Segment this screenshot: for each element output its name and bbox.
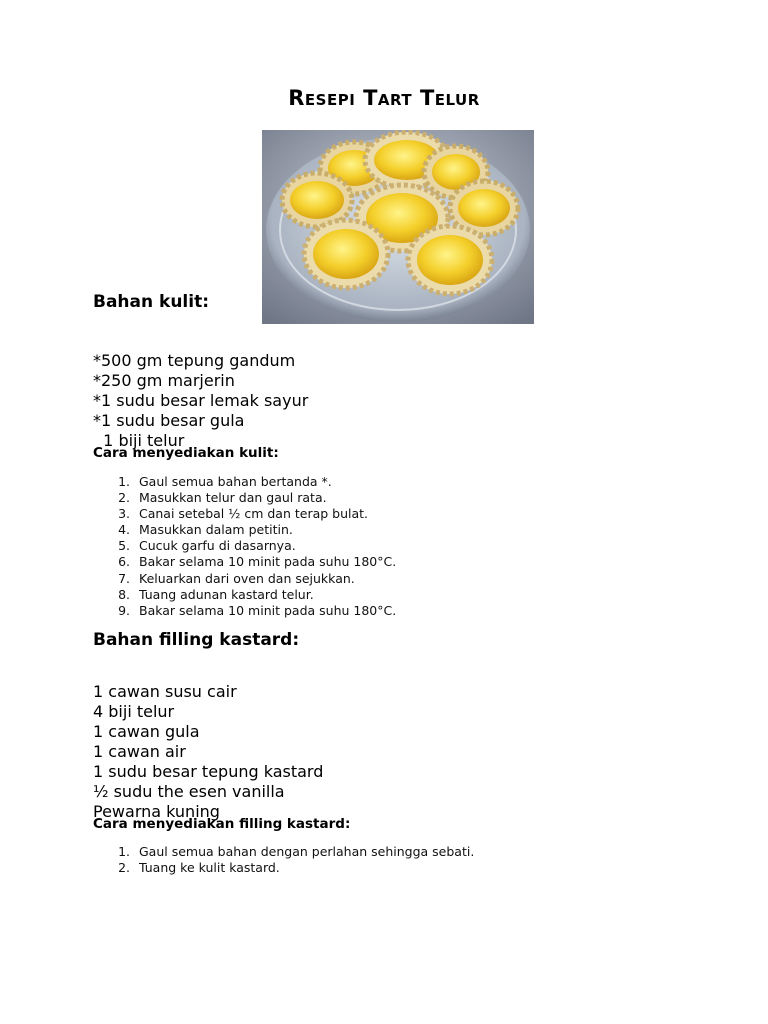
list-item: 8. Tuang adunan kastard telur.	[118, 586, 314, 602]
filling-ingredients	[93, 662, 323, 842]
filling-ingredient: 1 cawan gula	[93, 722, 200, 741]
kulit-steps-list	[116, 474, 396, 619]
kulit-ingredient: *250 gm marjerin	[93, 371, 235, 390]
egg-tart-photo	[262, 130, 534, 324]
filling-heading: Bahan filling kastard:	[93, 630, 300, 650]
filling-ingredient: 4 biji telur	[93, 702, 175, 721]
filling-ingredient: 1 cawan air	[93, 742, 186, 761]
filling-ingredient: ½ sudu the esen vanilla	[93, 782, 285, 801]
list-item: 2. Masukkan telur dan gaul rata.	[118, 490, 327, 506]
list-item: 3. Canai setebal ½ cm dan terap bulat.	[118, 506, 369, 522]
filling-steps-heading: Cara menyediakan filling kastard:	[93, 816, 351, 832]
list-item: 9. Bakar selama 10 minit pada suhu 180°C.	[118, 602, 397, 618]
filling-ingredient: 1 cawan susu cair	[93, 682, 237, 701]
list-item: 4. Masukkan dalam petitin.	[118, 522, 293, 538]
kulit-ingredient: *1 sudu besar lemak sayur	[93, 391, 309, 410]
filling-ingredient: 1 sudu besar tepung kastard	[93, 762, 324, 781]
list-item: 2. Tuang ke kulit kastard.	[118, 860, 280, 876]
list-item: 6. Bakar selama 10 minit pada suhu 180°C.	[118, 554, 397, 570]
list-item: 7. Keluarkan dari oven dan sejukkan.	[118, 570, 355, 586]
filling-steps-list	[116, 844, 474, 876]
kulit-steps-heading: Cara menyediakan kulit:	[93, 445, 279, 461]
filling-ingredient: Pewarna kuning	[93, 802, 220, 821]
list-item: 5. Cucuk garfu di dasarnya.	[118, 538, 296, 554]
page-title: Resepi Tart Telur	[288, 86, 480, 110]
kulit-ingredient: 1 biji telur	[93, 431, 185, 450]
list-item: 1. Gaul semua bahan dengan perlahan sehingga sebati.	[118, 844, 475, 859]
kulit-heading: Bahan kulit:	[93, 292, 210, 312]
list-item: 1. Gaul semua bahan bertanda *.	[118, 474, 332, 489]
kulit-ingredient: *1 sudu besar gula	[93, 411, 245, 430]
kulit-ingredient: *500 gm tepung gandum	[93, 351, 296, 370]
